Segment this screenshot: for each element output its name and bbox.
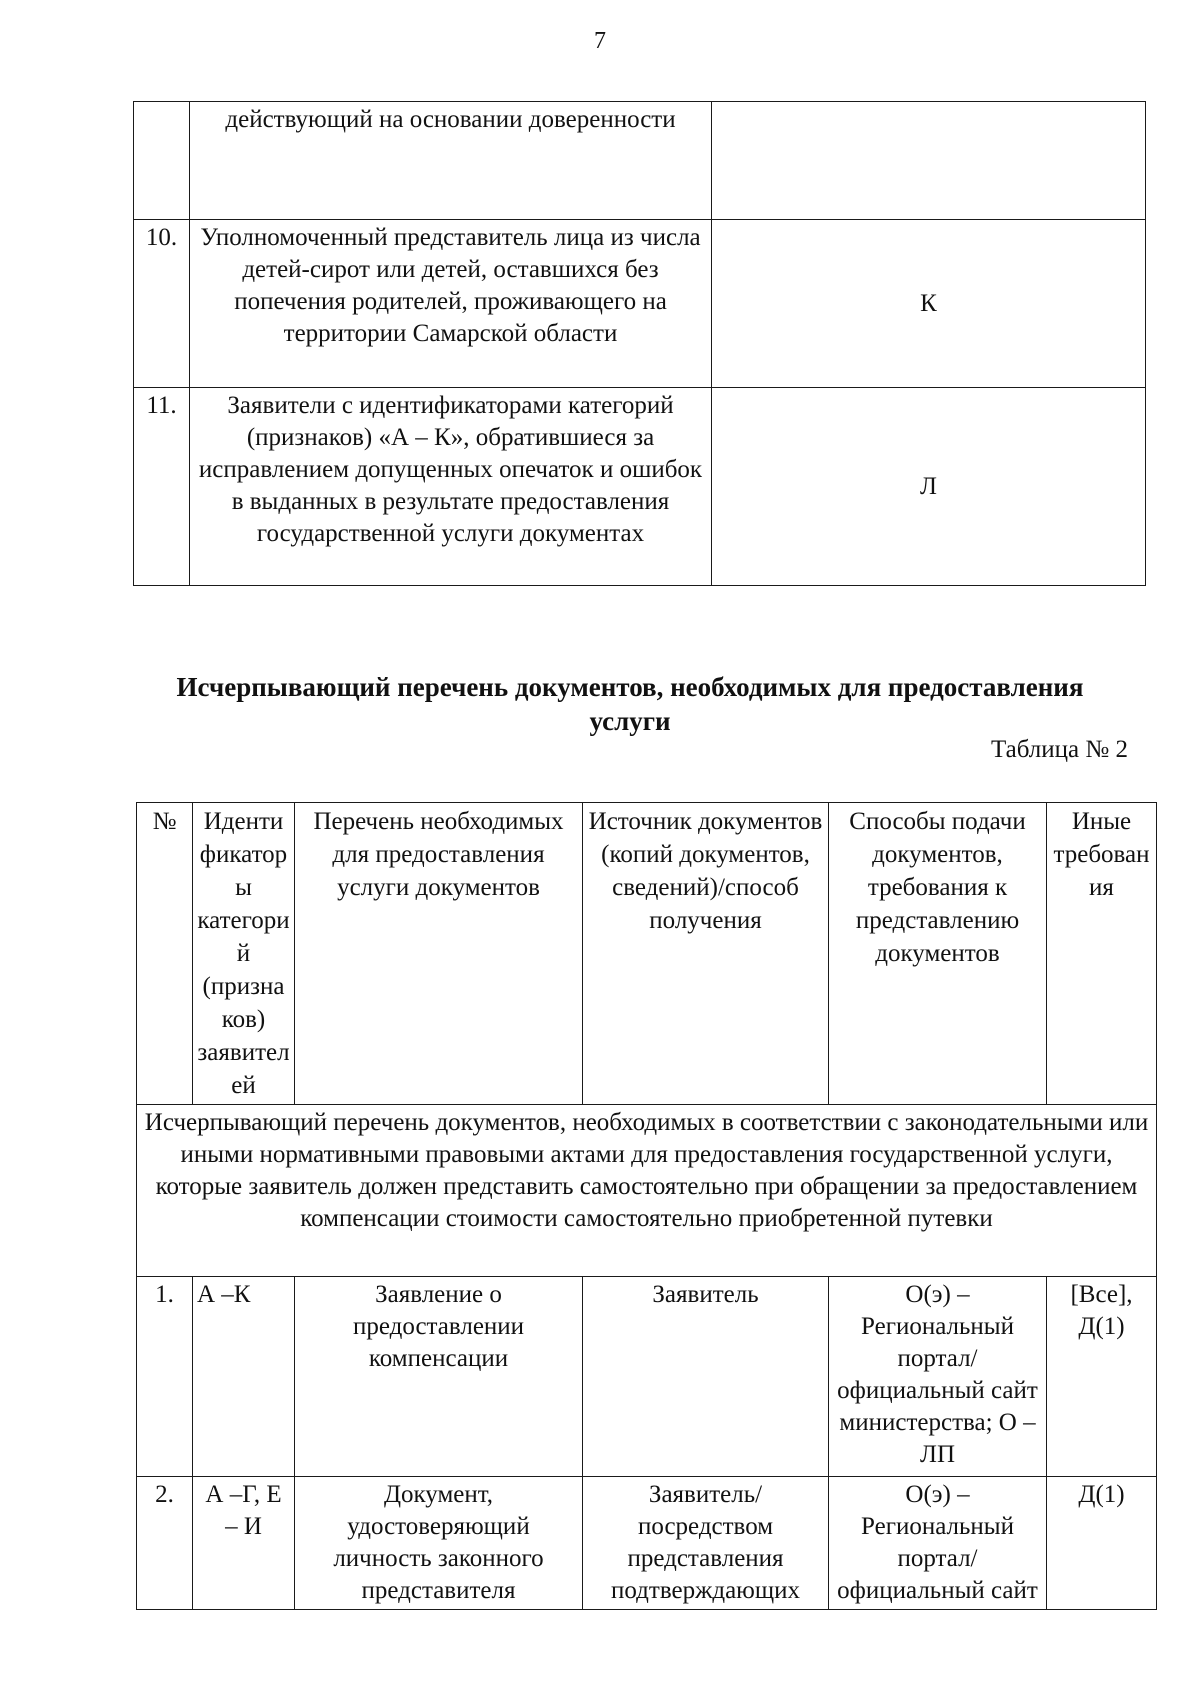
row-document: Документ, удостоверяющий личность законного представителя bbox=[295, 1477, 583, 1610]
row-other-requirements: [Все], Д(1) bbox=[1047, 1277, 1157, 1477]
table-header-row bbox=[137, 803, 1157, 1105]
table-label: Таблица № 2 bbox=[990, 736, 1128, 763]
category-code bbox=[712, 102, 1146, 220]
row-identifiers: А –К bbox=[193, 1277, 295, 1477]
table-row bbox=[134, 102, 1146, 220]
row-number bbox=[134, 102, 190, 220]
row-number: 10. bbox=[134, 220, 190, 388]
row-submission-methods: О(э) – Региональный портал/официальный сайт bbox=[829, 1477, 1047, 1610]
applicant-categories-table bbox=[133, 101, 1146, 586]
row-number: 1. bbox=[137, 1277, 193, 1477]
page-number: 7 bbox=[594, 28, 606, 54]
header-identifiers: Идентификаторы категорий (признаков) заявителей bbox=[193, 803, 295, 1105]
section-span-row bbox=[137, 1105, 1157, 1277]
row-number: 11. bbox=[134, 388, 190, 586]
table-row bbox=[137, 1277, 1157, 1477]
row-number: 2. bbox=[137, 1477, 193, 1610]
section-title: Исчерпывающий перечень документов, необходимых для предоставления услуги bbox=[176, 672, 1084, 736]
category-code: К bbox=[712, 220, 1146, 388]
category-code: Л bbox=[712, 388, 1146, 586]
section-span-text: Исчерпывающий перечень документов, необходимых в соответствии с законодательными или иными нормативными правовыми актами для предоставления государственной услуги, которые заявитель должен представить самостоятельно при обращении за предоставлением компенсации стоимости самостоятельно приобретенной путевки bbox=[137, 1105, 1157, 1277]
header-documents-list: Перечень необходимых для предоставления услуги документов bbox=[295, 803, 583, 1105]
header-num: № bbox=[137, 803, 193, 1105]
header-submission-methods: Способы подачи документов, требования к представлению документов bbox=[829, 803, 1047, 1105]
row-other-requirements: Д(1) bbox=[1047, 1477, 1157, 1610]
row-identifiers: А –Г, Е – И bbox=[193, 1477, 295, 1610]
header-source: Источник документов (копий документов, сведений)/способ получения bbox=[583, 803, 829, 1105]
category-description: действующий на основании доверенности bbox=[190, 102, 712, 220]
table-row bbox=[137, 1477, 1157, 1610]
row-submission-methods: О(э) – Региональный портал/официальный сайт министерства; О – ЛП bbox=[829, 1277, 1047, 1477]
category-description: Уполномоченный представитель лица из числа детей-сирот или детей, оставшихся без попечения родителей, проживающего на территории Самарской области bbox=[190, 220, 712, 388]
header-other-requirements: Иные требования bbox=[1047, 803, 1157, 1105]
row-source: Заявитель bbox=[583, 1277, 829, 1477]
table-row bbox=[134, 220, 1146, 388]
table-row bbox=[134, 388, 1146, 586]
documents-table bbox=[136, 802, 1157, 1610]
row-document: Заявление о предоставлении компенсации bbox=[295, 1277, 583, 1477]
row-source: Заявитель/посредством представления подтверждающих bbox=[583, 1477, 829, 1610]
category-description: Заявители с идентификаторами категорий (признаков) «А – К», обратившиеся за исправлением допущенных опечаток и ошибок в выданных в результате предоставления государственной услуги документах bbox=[190, 388, 712, 586]
